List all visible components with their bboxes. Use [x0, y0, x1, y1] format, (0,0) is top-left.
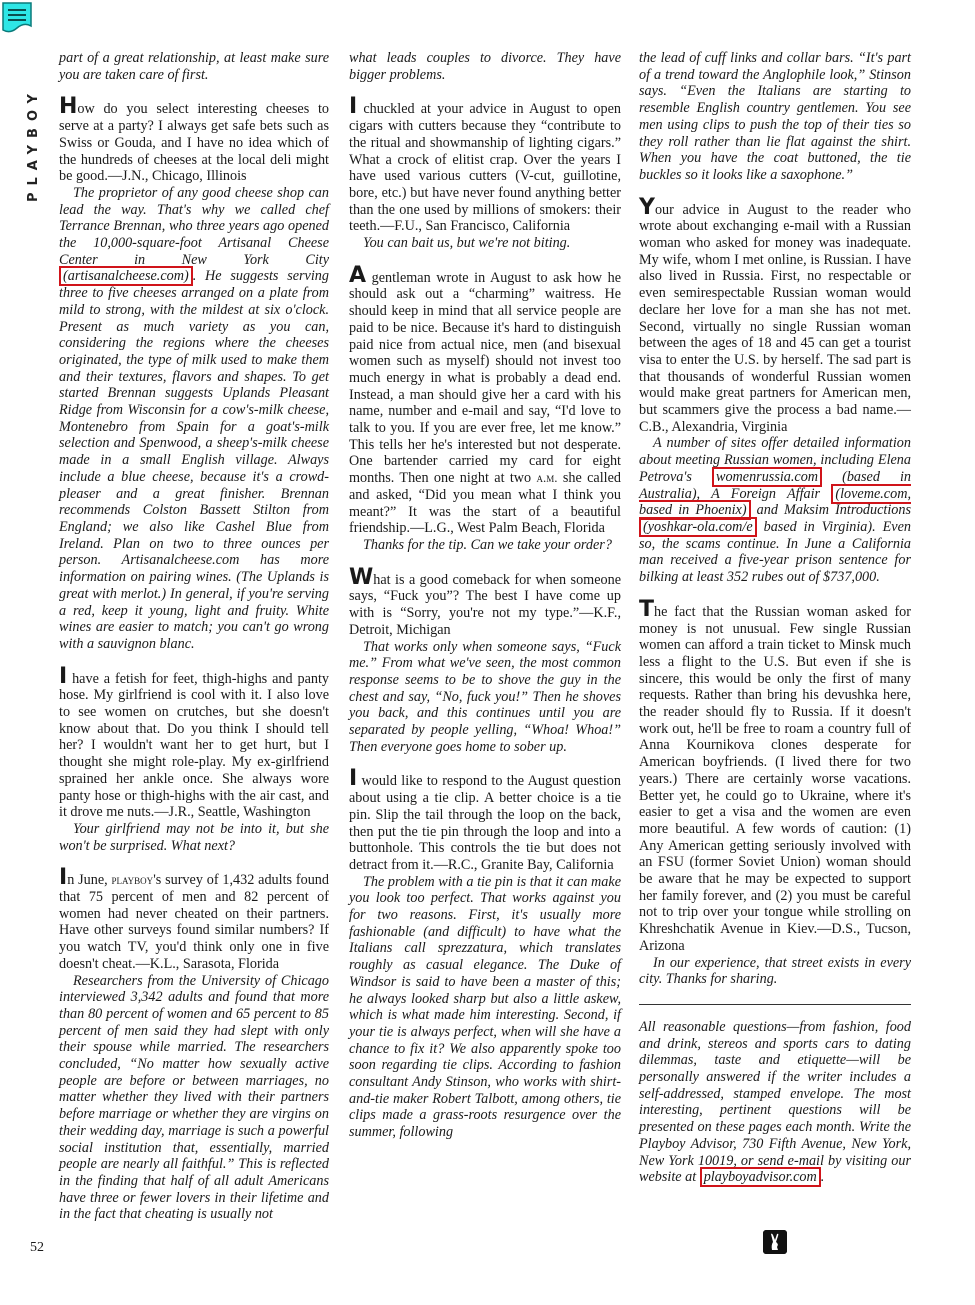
answer-cheese: The proprietor of any good cheese shop can lead the way. That's why we called chef Terrance Brennan, who three years ago opened the 10,000-square-foot Artisanal Cheese Center in New York City (artisanalcheese.com) . He suggests serving three to five cheeses arranged on a plate from mild to strong, with the mildest at six o'clock. Present as much variety as you can, considering the regions where the cheeses originated, the type of milk used to make them and their textures, flavors and shapes. To get started Brennan suggests Uplands Pleasant Ridge from Wisconsin for a cow's-milk cheese, Montenebro from Spain for a goat's-milk selection and Spenwood, a sheep's-milk cheese made in a small English village. Always include a blue cheese, because it's a crowd-pleaser and a great finisher. Brennan recommends Colston Bassett Stilton from England; we also like Cashel Blue from Ireland. Plan on two to three ounces per person. Artisanalcheese.com has more information on pairing wines. (The Uplands is great with merlot.) In general, if you're serving a red, keep it young, light and fruity. White wines are easier to match; you can't go wrong with a sauvignon blanc.	[59, 184, 329, 652]
question-cigar: I chuckled at your advice in August to open cigars with cutters because they “contribute to the ritual and showmanship of lighting cigars.” What a crock of elitist crap. Over the years I have used various cutters (V-cut, guillotine, bore, etc.) but have never found anything better than the one used by millions of smokers: their teeth.—F.U., San Francisco, California	[349, 94, 621, 235]
answer-tie: The problem with a tie pin is that it can make you look too perfect. That works against you for two reasons. First, it's usually more fashionable (and difficult) to have what the Italians call sprezzatura, which translates roughly as casual elegance. The Duke of Windsor is said to have been a master of this; he always looked sharp but also a little askew, which is what made him interesting. Second, if your tie is always perfect, when will she have a chance to fix it? We also apparently spoke too soon regarding tie clips. According to fashion consultant Andy Stinson, who works with shirt-and-tie maker Robert Talbott, among others, tie clips made a grass-roots resurgence over the summer, following	[349, 873, 621, 1141]
advisor-footer: All reasonable questions—from fashion, food and drink, stereos and sports cars to dating dilemmas, taste and etiquette—will be personally answered if the writer includes a self-addressed, stamped envelope. The most interesting, pertinent questions will be presented on these pages each month. Write the Playboy Advisor, 730 Fifth Avenue, New York, New York 10019, or send e-mail by visiting our website at playboyadvisor.com .	[639, 1018, 911, 1186]
masthead: PLAYBOY	[26, 87, 41, 202]
link-womenrussia[interactable]: womenrussia.com	[712, 467, 822, 487]
link-artisanalcheese[interactable]: (artisanalcheese.com)	[59, 266, 193, 286]
link-loveme[interactable]: (loveme.com, based in Phoenix)	[639, 485, 911, 519]
column-1	[59, 50, 329, 1239]
question-waitress: A gentleman wrote in August to ask how he should ask out a “charming” waitress. He should keep in mind that all service people are paid to be nice. Because it's hard to distinguish paid nice from actual nice, men (and bisexual women such as myself) should not invest too much energy in what is probably a dead end. Instead, a man should give her a card with his name, number and e-mail and say, “I'd love to talk to you. If you are ever free, let me know.” This tells her he's interested but not desperate. One bartender carried my card for eight months. Then one night at two a.m. she called and asked, “Did you mean what I think you meant?” It was the start of a beautiful friendship.—L.G., West Palm Beach, Florida	[349, 262, 621, 537]
link-playboyadvisor[interactable]: playboyadvisor.com	[700, 1167, 821, 1187]
answer-russia: A number of sites offer detailed information about meeting Russian women, including Elena Petrova's womenrussia.com (based in Australia), A Foreign Affair (loveme.com, based in Phoenix) and Maksim Introductions (yoshkar-ola.com/e based in Virginia). Even so, the scams continue. In June a California man received a five-year prison sentence for bilking at least 352 rubes out of $737,000.	[639, 435, 912, 586]
answer-tail: what leads couples to divorce. They have bigger problems.	[349, 50, 621, 83]
answer-tail: part of a great relationship, at least make sure you are taken care of first.	[59, 50, 329, 83]
question-cheese: How do you select interesting cheeses to serve at a party? I always get safe bets such as Swiss or Gouda, and I have no idea which of the hundreds of cheeses at the local deli might be good.—J.N., Chicago, Illinois	[59, 94, 329, 185]
document-menu-icon[interactable]	[2, 2, 32, 34]
column-3	[639, 50, 911, 1186]
answer-comeback: That works only when someone says, “Fuck me.” From what we've seen, the most common response seems to be to shove the guy in the chest and say, “No, fuck you!” Then he shoves you back, and this continues until you are separated by people yelling, “Whoa! Whoa!” Then everyone goes home to sober up.	[349, 638, 621, 755]
answer-feet: Your girlfriend may not be into it, but she won't be surprised. What next?	[59, 820, 329, 854]
answer-waitress: Thanks for the tip. Can we take your order?	[363, 536, 612, 553]
question-tie: I would like to respond to the August question about using a tie clip. A better choice is a tie pin. Slip the tail through the loop on the back, then put the tie pin through the loop and into a buttonhole. This controls the tie but does not detract from it.—R.C., Granite Bay, California	[349, 766, 621, 873]
question-comeback: What is a good comeback for when someone says, “Fuck you”? The best I have come up with is “Sorry, you're not my type.”—K.F., Detroit, Michigan	[349, 564, 621, 638]
rabbit-logo-icon	[763, 1230, 787, 1254]
question-russia: Your advice in August to the reader who wrote about exchanging e-mail with a Russian woman who asked for money was inadequate. My wife, whom I met online, is Russian. I have also lived in Russia. First, no respectable or even semirespectable Russian woman would declare her love for a man she has not met. Second, virtually no single Russian woman between the ages of 18 and 45 can get a tourist visa to enter the U.S. by herself. The sad part is that thousands of wonderful Russian women would make great partners for American men, but scammers give the process a bad name.—C.B., Alexandria, Virginia	[639, 194, 911, 435]
question-russia-2: The fact that the Russian woman asked for money is not unusual. Few single Russian women can afford a train ticket to Minsk much less a flight to the U.S. But even if she is sincere, this would be only the first of many requests. Rather than bring his devushka here, the reader should fly to Russia. If it doesn't work out, he'll be free to roam a country full of Anna Kournikova clones desperate for American boyfriends. (I lived there for two years.) There are certainly worse vacations. Better yet, he could go to Ukraine, where it's easier to get a visa and the women are even more beautiful. A few words of caution: (1) Any American getting seriously involved with an FSU (former Soviet Union) woman should be aware that he may be expected to support her family forever, and (2) you must be careful not to trip over your tongue while strolling on Khreshchatik Avenue in Kiev.—D.S., Tucson, Arizona	[639, 596, 911, 954]
question-survey: In June, playboy's survey of 1,432 adults found that 75 percent of men and 82 percent of women had never cheated on their partners. Have other surveys found similar numbers? If you watch TV, you'd think only one in five doesn't cheat.—K.L., Sarasota, Florida	[59, 865, 329, 972]
divider	[639, 1004, 911, 1005]
column-2	[349, 50, 621, 1157]
link-yoshkar-ola[interactable]: (yoshkar-ola.com/e	[639, 517, 757, 537]
answer-russia-2: In our experience, that street exists in every city. Thanks for sharing.	[639, 954, 911, 988]
page-number: 52	[30, 1240, 44, 1255]
answer-cigar: You can bait us, but we're not biting.	[363, 235, 571, 252]
question-feet: I have a fetish for feet, thigh-highs and panty hose. My girlfriend is cool with it. I also love to see women on crutches, but she doesn't know about that. Do you think I should tell her? I wouldn't want her to get hurt, but I thought she might role-play. My ex-girlfriend sprained her ankle once. She always wore panty hose or thigh-highs with the air cast, and it drove me nuts.—J.R., Seattle, Washington	[59, 663, 329, 821]
answer-tie-tail: the lead of cuff links and collar bars. “It's part of a trend toward the Anglophile look,” Stinson says. “Even the Italians are starting to resemble English country gentlemen. You see men using clips to push the top of their ties so they roll rather than lie flat against the shirt. When you have the coat buttoned, the tie buckles so it looks like a saxophone.”	[639, 50, 911, 183]
answer-survey: Researchers from the University of Chicago interviewed 3,342 adults and found that more than 80 percent of women and 65 percent to 85 percent of men said they had slept with only their spouse while married. The researchers concluded, “No matter how sexually active people are before or between marriages, no matter whether they lived with their partners before marriage or whether they are virgins on their wedding day, marriage is such a powerful social institution that, essentially, married people are nearly all faithful.” This is reflected in the finding that half of all adult Americans have three or fewer lovers in their lifetime and in the fact that cheating is usually not	[59, 972, 329, 1223]
